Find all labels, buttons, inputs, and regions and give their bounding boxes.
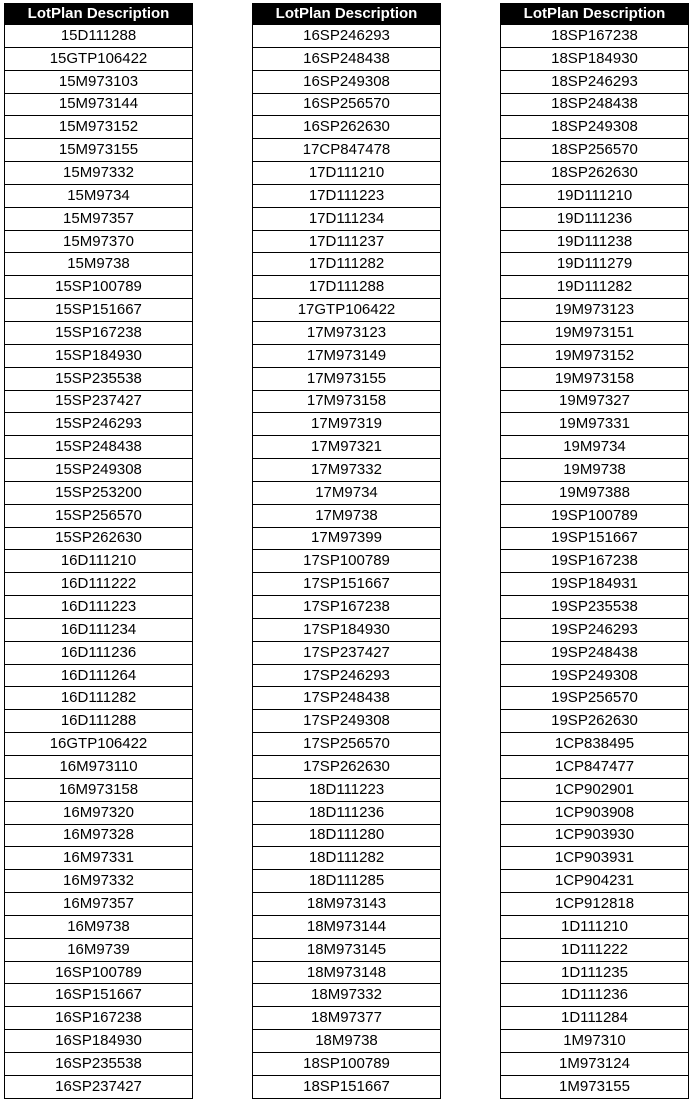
lotplan-cell: 1CP847477 xyxy=(501,756,689,779)
lotplan-cell: 18SP262630 xyxy=(501,162,689,185)
lotplan-cell: 17SP100789 xyxy=(253,550,441,573)
table-row xyxy=(253,162,441,185)
table-row xyxy=(501,162,689,185)
table-row xyxy=(253,116,441,139)
table-row xyxy=(5,413,193,436)
table-row xyxy=(501,1052,689,1075)
lotplan-cell: 18SP184930 xyxy=(501,47,689,70)
table-row xyxy=(501,230,689,253)
table-row xyxy=(253,299,441,322)
lotplan-cell: 16M97320 xyxy=(5,801,193,824)
lotplan-cell: 19SP248438 xyxy=(501,641,689,664)
lotplan-cell: 15GTP106422 xyxy=(5,47,193,70)
table-row xyxy=(501,984,689,1007)
table-row xyxy=(5,481,193,504)
table-row xyxy=(253,550,441,573)
lotplan-cell: 1D111236 xyxy=(501,984,689,1007)
table-row xyxy=(253,664,441,687)
table-row xyxy=(253,573,441,596)
table-row xyxy=(501,116,689,139)
lotplan-cell: 19M9738 xyxy=(501,459,689,482)
table-row xyxy=(253,207,441,230)
lotplan-cell: 1M973124 xyxy=(501,1052,689,1075)
lotplan-cell: 16D111223 xyxy=(5,596,193,619)
table-row xyxy=(501,1030,689,1053)
table-row xyxy=(5,1075,193,1098)
lotplan-cell: 18SP167238 xyxy=(501,25,689,48)
lotplan-cell: 1CP912818 xyxy=(501,893,689,916)
table-row xyxy=(253,596,441,619)
lotplan-cell: 18M973143 xyxy=(253,893,441,916)
lotplan-cell: 1M973155 xyxy=(501,1075,689,1098)
lotplan-cell: 15SP100789 xyxy=(5,276,193,299)
table-row xyxy=(5,162,193,185)
table-row xyxy=(501,367,689,390)
lotplan-cell: 16M97328 xyxy=(5,824,193,847)
lotplan-cell: 17M97399 xyxy=(253,527,441,550)
table-row xyxy=(253,893,441,916)
lotplan-cell: 19D111236 xyxy=(501,207,689,230)
lotplan-cell: 18D111236 xyxy=(253,801,441,824)
table-row xyxy=(501,390,689,413)
table-row xyxy=(501,893,689,916)
lotplan-cell: 16SP249308 xyxy=(253,70,441,93)
lotplan-cell: 17GTP106422 xyxy=(253,299,441,322)
lotplan-cell: 17D111210 xyxy=(253,162,441,185)
table-row xyxy=(253,1052,441,1075)
table-row xyxy=(501,710,689,733)
lotplan-cell: 15SP167238 xyxy=(5,321,193,344)
table-row xyxy=(5,915,193,938)
lotplan-cell: 19SP246293 xyxy=(501,618,689,641)
lotplan-cell: 17M97321 xyxy=(253,436,441,459)
table-row xyxy=(5,527,193,550)
table-row xyxy=(501,641,689,664)
lotplan-cell: 16SP100789 xyxy=(5,961,193,984)
lotplan-cell: 16SP248438 xyxy=(253,47,441,70)
table-row xyxy=(501,847,689,870)
table-row xyxy=(253,184,441,207)
table-row xyxy=(501,733,689,756)
table-row xyxy=(253,367,441,390)
table-row xyxy=(501,436,689,459)
lotplan-cell: 15M97357 xyxy=(5,207,193,230)
table-row xyxy=(253,618,441,641)
table-row xyxy=(501,778,689,801)
lotplan-cell: 16D111234 xyxy=(5,618,193,641)
lotplan-cell: 17D111288 xyxy=(253,276,441,299)
lotplan-cell: 16SP167238 xyxy=(5,1007,193,1030)
table-row xyxy=(253,25,441,48)
lotplan-cell: 16SP184930 xyxy=(5,1030,193,1053)
table-row xyxy=(501,299,689,322)
lotplan-cell: 15M9734 xyxy=(5,184,193,207)
lotplan-cell: 16D111210 xyxy=(5,550,193,573)
table-row xyxy=(501,47,689,70)
column-header: LotPlan Description xyxy=(253,4,441,25)
table-row xyxy=(5,139,193,162)
lotplan-cell: 1CP904231 xyxy=(501,870,689,893)
lotplan-cell: 15M973155 xyxy=(5,139,193,162)
table-row xyxy=(5,824,193,847)
lotplan-cell: 19M973152 xyxy=(501,344,689,367)
lotplan-cell: 18D111223 xyxy=(253,778,441,801)
lotplan-cell: 15SP246293 xyxy=(5,413,193,436)
lotplan-cell: 18M9738 xyxy=(253,1030,441,1053)
table-row xyxy=(5,893,193,916)
lotplan-cell: 19SP262630 xyxy=(501,710,689,733)
table-row xyxy=(501,756,689,779)
table-row xyxy=(253,938,441,961)
lotplan-cell: 19D111210 xyxy=(501,184,689,207)
lotplan-cell: 1CP902901 xyxy=(501,778,689,801)
lotplan-cell: 15M9738 xyxy=(5,253,193,276)
lotplan-cell: 16M9739 xyxy=(5,938,193,961)
table-row xyxy=(501,459,689,482)
lotplan-cell: 19SP100789 xyxy=(501,504,689,527)
lotplan-cell: 17M9734 xyxy=(253,481,441,504)
lotplan-table-3 xyxy=(500,3,689,1099)
lotplan-cell: 17M973123 xyxy=(253,321,441,344)
table-row xyxy=(5,641,193,664)
table-row xyxy=(501,413,689,436)
table-row xyxy=(253,481,441,504)
lotplan-cell: 18M973145 xyxy=(253,938,441,961)
table-row xyxy=(5,1052,193,1075)
lotplan-cell: 17D111223 xyxy=(253,184,441,207)
table-row xyxy=(253,756,441,779)
lotplan-cell: 15D111288 xyxy=(5,25,193,48)
table-row xyxy=(5,253,193,276)
lotplan-cell: 18M97332 xyxy=(253,984,441,1007)
lotplan-cell: 17SP249308 xyxy=(253,710,441,733)
table-row xyxy=(501,550,689,573)
table-row xyxy=(253,344,441,367)
lotplan-cell: 18SP249308 xyxy=(501,116,689,139)
lotplan-cell: 16SP262630 xyxy=(253,116,441,139)
lotplan-cell: 15M97370 xyxy=(5,230,193,253)
lotplan-cell: 15SP253200 xyxy=(5,481,193,504)
table-row xyxy=(5,93,193,116)
lotplan-cell: 15SP256570 xyxy=(5,504,193,527)
table-row xyxy=(5,436,193,459)
lotplan-cell: 19M973123 xyxy=(501,299,689,322)
table-row xyxy=(501,139,689,162)
table-row xyxy=(501,504,689,527)
table-row xyxy=(5,70,193,93)
table-row xyxy=(253,276,441,299)
table-row xyxy=(253,390,441,413)
table-row xyxy=(5,1007,193,1030)
table-row xyxy=(501,618,689,641)
column-header: LotPlan Description xyxy=(5,4,193,25)
lotplan-cell: 18M97377 xyxy=(253,1007,441,1030)
lotplan-cell: 18D111285 xyxy=(253,870,441,893)
table-row xyxy=(253,230,441,253)
lotplan-cell: 18SP248438 xyxy=(501,93,689,116)
lotplan-cell: 15SP249308 xyxy=(5,459,193,482)
table-row xyxy=(253,710,441,733)
table-row xyxy=(5,504,193,527)
table-row xyxy=(253,47,441,70)
table-row xyxy=(253,984,441,1007)
table-row xyxy=(501,93,689,116)
table-row xyxy=(5,870,193,893)
table-row xyxy=(501,70,689,93)
table-row xyxy=(5,1030,193,1053)
lotplan-cell: 19SP235538 xyxy=(501,596,689,619)
table-row xyxy=(5,459,193,482)
lotplan-cell: 16M973158 xyxy=(5,778,193,801)
lotplan-cell: 17SP184930 xyxy=(253,618,441,641)
table-row xyxy=(253,1030,441,1053)
lotplan-cell: 16SP151667 xyxy=(5,984,193,1007)
table-row xyxy=(501,344,689,367)
lotplan-cell: 19M97388 xyxy=(501,481,689,504)
lotplan-cell: 17D111282 xyxy=(253,253,441,276)
lotplan-cell: 15SP151667 xyxy=(5,299,193,322)
table-row xyxy=(501,870,689,893)
lotplan-cell: 16M97331 xyxy=(5,847,193,870)
lotplan-cell: 17M973158 xyxy=(253,390,441,413)
table-row xyxy=(253,504,441,527)
table-row xyxy=(253,870,441,893)
table-row xyxy=(253,687,441,710)
lotplan-cell: 1CP838495 xyxy=(501,733,689,756)
lotplan-cell: 16SP256570 xyxy=(253,93,441,116)
table-row xyxy=(253,733,441,756)
lotplan-cell: 17SP167238 xyxy=(253,596,441,619)
table-row xyxy=(5,778,193,801)
table-row xyxy=(5,230,193,253)
table-row xyxy=(253,1007,441,1030)
lotplan-cell: 16M97332 xyxy=(5,870,193,893)
table-row xyxy=(5,390,193,413)
table-row xyxy=(5,938,193,961)
table-row xyxy=(253,1075,441,1098)
lotplan-cell: 18SP151667 xyxy=(253,1075,441,1098)
table-row xyxy=(5,47,193,70)
lotplan-cell: 17CP847478 xyxy=(253,139,441,162)
lotplan-cell: 19SP151667 xyxy=(501,527,689,550)
table-row xyxy=(5,276,193,299)
lotplan-cell: 17M9738 xyxy=(253,504,441,527)
table-row xyxy=(5,367,193,390)
lotplan-cell: 18M973144 xyxy=(253,915,441,938)
lotplan-cell: 1CP903931 xyxy=(501,847,689,870)
lotplan-cell: 16SP237427 xyxy=(5,1075,193,1098)
table-row xyxy=(501,915,689,938)
table-row xyxy=(501,276,689,299)
table-row xyxy=(501,481,689,504)
lotplan-cell: 1D111284 xyxy=(501,1007,689,1030)
lotplan-cell: 18SP246293 xyxy=(501,70,689,93)
table-row xyxy=(5,550,193,573)
table-row xyxy=(253,847,441,870)
lotplan-cell: 16D111288 xyxy=(5,710,193,733)
lotplan-cell: 19SP256570 xyxy=(501,687,689,710)
table-row xyxy=(5,207,193,230)
lotplan-cell: 17D111237 xyxy=(253,230,441,253)
lotplan-cell: 16SP246293 xyxy=(253,25,441,48)
lotplan-cell: 15SP235538 xyxy=(5,367,193,390)
lotplan-cell: 15SP248438 xyxy=(5,436,193,459)
lotplan-cell: 17D111234 xyxy=(253,207,441,230)
lotplan-table-2 xyxy=(252,3,441,1099)
table-row xyxy=(5,710,193,733)
table-row xyxy=(253,139,441,162)
table-row xyxy=(253,436,441,459)
lotplan-cell: 16M9738 xyxy=(5,915,193,938)
table-row xyxy=(5,756,193,779)
table-row xyxy=(501,207,689,230)
table-row xyxy=(501,1007,689,1030)
lotplan-cell: 16SP235538 xyxy=(5,1052,193,1075)
lotplan-cell: 17SP248438 xyxy=(253,687,441,710)
lotplan-cell: 19SP184931 xyxy=(501,573,689,596)
lotplan-cell: 17M97319 xyxy=(253,413,441,436)
table-row xyxy=(501,184,689,207)
table-row xyxy=(5,25,193,48)
lotplan-cell: 1CP903930 xyxy=(501,824,689,847)
table-row xyxy=(5,961,193,984)
lotplan-cell: 15SP184930 xyxy=(5,344,193,367)
lotplan-cell: 16M973110 xyxy=(5,756,193,779)
lotplan-cell: 16D111264 xyxy=(5,664,193,687)
table-row xyxy=(501,801,689,824)
lotplan-cell: 15SP262630 xyxy=(5,527,193,550)
table-row xyxy=(253,961,441,984)
lotplan-cell: 15M97332 xyxy=(5,162,193,185)
lotplan-cell: 17SP262630 xyxy=(253,756,441,779)
table-row xyxy=(5,801,193,824)
lotplan-cell: 1D111210 xyxy=(501,915,689,938)
table-row xyxy=(5,984,193,1007)
table-row xyxy=(501,824,689,847)
table-row xyxy=(253,824,441,847)
lotplan-cell: 19M97331 xyxy=(501,413,689,436)
table-row xyxy=(501,961,689,984)
lotplan-cell: 1M97310 xyxy=(501,1030,689,1053)
lotplan-cell: 19D111238 xyxy=(501,230,689,253)
table-row xyxy=(5,116,193,139)
table-row xyxy=(253,459,441,482)
table-row xyxy=(5,596,193,619)
lotplan-cell: 16D111236 xyxy=(5,641,193,664)
lotplan-cell: 15M973144 xyxy=(5,93,193,116)
table-row xyxy=(5,847,193,870)
lotplan-cell: 17SP151667 xyxy=(253,573,441,596)
lotplan-cell: 1CP903908 xyxy=(501,801,689,824)
table-row xyxy=(5,299,193,322)
table-row xyxy=(253,93,441,116)
table-row xyxy=(253,253,441,276)
table-row xyxy=(501,1075,689,1098)
lotplan-cell: 19SP167238 xyxy=(501,550,689,573)
lotplan-cell: 15M973152 xyxy=(5,116,193,139)
table-row xyxy=(501,596,689,619)
table-row xyxy=(253,641,441,664)
lotplan-cell: 18SP100789 xyxy=(253,1052,441,1075)
table-row xyxy=(501,687,689,710)
lotplan-cell: 16D111222 xyxy=(5,573,193,596)
table-row xyxy=(5,573,193,596)
table-row xyxy=(5,321,193,344)
table-row xyxy=(5,184,193,207)
table-row xyxy=(501,527,689,550)
table-row xyxy=(5,664,193,687)
lotplan-cell: 19M973158 xyxy=(501,367,689,390)
lotplan-cell: 17M97332 xyxy=(253,459,441,482)
table-row xyxy=(501,664,689,687)
lotplan-cell: 17SP237427 xyxy=(253,641,441,664)
table-row xyxy=(253,801,441,824)
lotplan-cell: 17M973155 xyxy=(253,367,441,390)
lotplan-cell: 17SP246293 xyxy=(253,664,441,687)
lotplan-cell: 1D111235 xyxy=(501,961,689,984)
lotplan-cell: 19M973151 xyxy=(501,321,689,344)
table-row xyxy=(5,687,193,710)
table-row xyxy=(5,733,193,756)
lotplan-cell: 19D111282 xyxy=(501,276,689,299)
lotplan-cell: 16M97357 xyxy=(5,893,193,916)
table-row xyxy=(501,938,689,961)
table-row xyxy=(253,321,441,344)
lotplan-cell: 19M97327 xyxy=(501,390,689,413)
table-row xyxy=(253,70,441,93)
table-row xyxy=(253,413,441,436)
table-row xyxy=(253,778,441,801)
lotplan-cell: 15M973103 xyxy=(5,70,193,93)
table-row xyxy=(501,253,689,276)
lotplan-cell: 16D111282 xyxy=(5,687,193,710)
column-header: LotPlan Description xyxy=(501,4,689,25)
lotplan-cell: 19M9734 xyxy=(501,436,689,459)
lotplan-cell: 18SP256570 xyxy=(501,139,689,162)
lotplan-cell: 18M973148 xyxy=(253,961,441,984)
table-row xyxy=(253,527,441,550)
table-row xyxy=(501,321,689,344)
table-row xyxy=(5,618,193,641)
table-row xyxy=(253,915,441,938)
lotplan-cell: 19SP249308 xyxy=(501,664,689,687)
lotplan-cell: 17SP256570 xyxy=(253,733,441,756)
lotplan-cell: 15SP237427 xyxy=(5,390,193,413)
lotplan-cell: 16GTP106422 xyxy=(5,733,193,756)
lotplan-cell: 19D111279 xyxy=(501,253,689,276)
table-row xyxy=(5,344,193,367)
lotplan-table-1 xyxy=(4,3,193,1099)
lotplan-cell: 18D111280 xyxy=(253,824,441,847)
lotplan-cell: 1D111222 xyxy=(501,938,689,961)
table-row xyxy=(501,25,689,48)
lotplan-cell: 17M973149 xyxy=(253,344,441,367)
lotplan-cell: 18D111282 xyxy=(253,847,441,870)
table-row xyxy=(501,573,689,596)
